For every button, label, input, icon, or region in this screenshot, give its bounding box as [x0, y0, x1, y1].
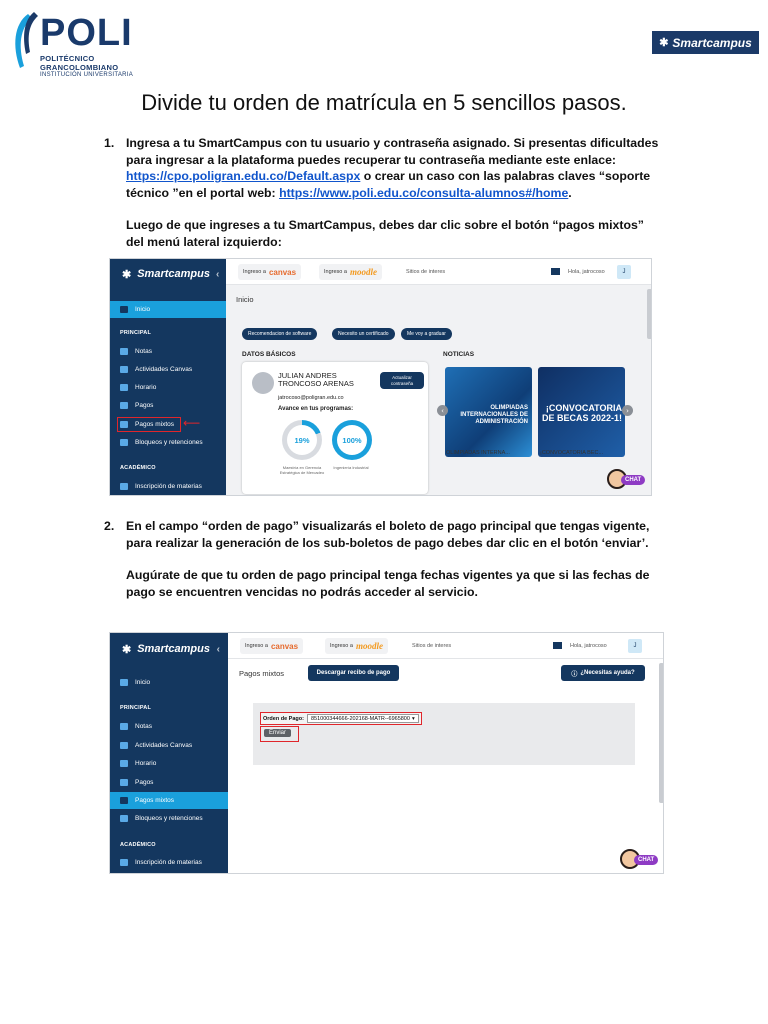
page-title: Inicio — [236, 295, 254, 304]
sidebar-item-pagos[interactable]: Pagos — [110, 774, 228, 791]
update-password-button[interactable]: Actualizar contraseña — [380, 372, 424, 389]
avatar[interactable]: J — [617, 265, 631, 279]
student-card — [242, 362, 428, 494]
card-icon — [120, 779, 128, 786]
step-1-number: 1. — [104, 136, 115, 150]
greeting: Hola, jatrocoso — [570, 643, 607, 649]
sidebar-section-academico: ACADÉMICO — [120, 842, 156, 848]
chat-widget[interactable] — [620, 847, 660, 874]
home-icon — [120, 306, 128, 313]
top-bar — [228, 633, 663, 659]
sidebar-item-bloqueos[interactable]: Bloqueos y retenciones — [110, 810, 228, 827]
pencil-icon — [120, 348, 128, 355]
sitios-link[interactable]: Sitios de interes — [406, 269, 446, 275]
chevron-left-icon[interactable]: ‹ — [215, 268, 220, 280]
chevron-left-icon[interactable]: ‹ — [216, 643, 220, 655]
sidebar-item-pagos-mixtos[interactable]: Pagos mixtos — [110, 792, 228, 809]
poli-line2: GRANCOLOMBIANO — [40, 63, 119, 72]
sidebar — [110, 259, 226, 495]
avatar[interactable]: J — [628, 639, 642, 653]
step-2-paragraph-1: En el campo “orden de pago” visualizarás el boleto de pago principal que tengas vigente, para realizar la generación de los sub-boletos de pago debes dar clic en el botón ‘enviar’. — [126, 519, 650, 550]
canvas-link[interactable]: Ingreso a canvas — [238, 264, 301, 280]
student-name: JULIAN ANDRES TRONCOSO ARENAS — [278, 371, 354, 388]
smartcampus-icon: ✱ — [659, 37, 669, 49]
orden-de-pago-field — [260, 712, 422, 725]
progress-ring-2: 100% — [332, 420, 372, 460]
pencil-icon — [120, 723, 128, 730]
program-2-name: Ingeniería Industrial — [333, 465, 369, 470]
poli-mark-icon — [10, 10, 40, 76]
news-1-title: OLIMPIADAS INTERNACIONALES DE ADMINISTRACIÓN — [460, 405, 528, 425]
sidebar-item-pagos-mixtos[interactable]: Pagos mixtos — [110, 416, 226, 433]
chevron-down-icon: ▾ — [411, 715, 415, 722]
poli-line3: INSTITUCIÓN UNIVERSITARIA — [40, 72, 134, 78]
sidebar-item-notas[interactable]: Notas — [110, 718, 228, 735]
mail-icon[interactable] — [551, 268, 560, 275]
step-1 — [104, 135, 659, 250]
news-card-2[interactable] — [538, 367, 625, 457]
home-icon — [120, 679, 128, 686]
clipboard-icon — [120, 366, 128, 373]
sidebar-item-horario[interactable]: Horario — [110, 379, 226, 396]
news-1-caption: OLIMPIADAS INTERNA... — [446, 450, 510, 456]
step-2-paragraph-2: Augúrate de que tu orden de pago principal tenga fechas vigentes ya que si las fechas de pago se encuentren vencidas no podrás acceder al servicio. — [126, 568, 650, 599]
chip-software[interactable]: Recomendacion de software — [242, 328, 317, 340]
sidebar — [110, 633, 228, 873]
person-icon — [252, 372, 274, 394]
sidebar-item-inicio[interactable]: Inicio — [110, 301, 226, 318]
calendar-icon — [120, 384, 128, 391]
moodle-logo: moodle — [355, 641, 383, 651]
card-icon — [120, 402, 128, 409]
top-bar — [226, 259, 651, 285]
student-email: jatrocoso@poligran.edu.co — [278, 395, 344, 401]
help-icon: ⓘ — [571, 671, 578, 678]
step-1-paragraph-1: Ingresa a tu SmartCampus con tu usuario y contraseña asignado. Si presentas dificultades para ingresar a la plataforma puedes recuperar tu contraseña mediante este enlace: https://cpo.poligran.edu.co/Default.aspx o crear un caso con las palabras claves “soporte técnico ”en el portal web: https://www.poli.edu.co/consulta-alumnos#/home. — [126, 136, 659, 200]
progress-ring-1: 19% — [282, 420, 322, 460]
greeting: Hola, jatrocoso — [568, 269, 605, 275]
smartcampus-badge-label: Smartcampus — [672, 35, 752, 50]
document-title: Divide tu orden de matrícula en 5 sencillos pasos. — [141, 90, 627, 115]
orden-de-pago-select[interactable]: 851000344666-202168-MATR--6965800 ▾ — [307, 714, 419, 723]
arrow-left-icon: ⟵ — [183, 416, 201, 430]
step-2-number: 2. — [104, 519, 115, 533]
sidebar-item-inicio[interactable]: Inicio — [110, 674, 228, 691]
chat-label: CHAT — [634, 855, 658, 865]
noticias-heading: NOTICIAS — [443, 351, 475, 358]
sidebar-item-horario[interactable]: Horario — [110, 755, 228, 772]
calendar-icon — [120, 760, 128, 767]
orden-de-pago-label: Orden de Pago: — [263, 715, 304, 722]
smartcampus-icon: ✱ — [122, 643, 132, 656]
smartcampus-badge — [652, 31, 759, 54]
program-1-name: Maestría en Gerencia Estratégica de Mercadeo — [279, 465, 325, 475]
sidebar-item-inscripcion[interactable]: Inscripción de materias — [110, 854, 228, 871]
chip-certificado[interactable]: Necesito un certificado — [332, 328, 395, 340]
sitios-link[interactable]: Sitios de interes — [412, 643, 452, 649]
canvas-logo: canvas — [270, 641, 299, 651]
poli-line1: POLITÉCNICO — [40, 54, 95, 63]
page-title: Pagos mixtos — [239, 669, 285, 678]
step-2 — [104, 518, 659, 600]
lock-icon — [120, 439, 128, 446]
sidebar-item-actividades[interactable]: Actividades Canvas — [110, 361, 226, 378]
sidebar-section-academico: ACADÉMICO — [120, 465, 156, 471]
lock-icon — [120, 815, 128, 822]
list-icon — [120, 859, 128, 866]
chat-label: CHAT — [621, 475, 645, 485]
sidebar-brand: ✱ Smartcampus ‹ — [122, 643, 220, 656]
list-icon — [120, 483, 128, 490]
student-portal-link[interactable]: https://www.poli.edu.co/consulta-alumnos#/home — [279, 185, 569, 200]
datos-basicos-heading: DATOS BÁSICOS — [242, 351, 296, 358]
news-card-1[interactable] — [445, 367, 532, 457]
scrollbar[interactable] — [659, 663, 664, 803]
password-recovery-link[interactable]: https://cpo.poligran.edu.co/Default.aspx — [126, 169, 361, 183]
poli-logo — [10, 10, 135, 80]
clipboard-icon — [120, 742, 128, 749]
carousel-next-icon[interactable]: › — [622, 405, 633, 416]
sidebar-brand: ✱ Smartcampus ‹ — [122, 268, 220, 281]
sidebar-item-bloqueos[interactable]: Bloqueos y retenciones — [110, 434, 226, 451]
canvas-logo: canvas — [268, 267, 297, 277]
canvas-link[interactable]: Ingreso a canvas — [240, 638, 303, 654]
enviar-button[interactable]: Enviar — [264, 729, 291, 737]
step-1-paragraph-2: Luego de que ingreses a tu SmartCampus, debes dar clic sobre el botón “pagos mixtos” del menú lateral izquierdo: — [126, 218, 644, 249]
scrollbar[interactable] — [647, 289, 652, 339]
chip-graduar[interactable]: Me voy a graduar — [401, 328, 452, 340]
chat-widget[interactable] — [607, 467, 647, 495]
pagos-mixtos-highlight — [117, 417, 181, 432]
sidebar-item-notas[interactable]: Notas — [110, 343, 226, 360]
smartcampus-home-screenshot — [109, 258, 652, 496]
sidebar-section-principal: PRINCIPAL — [120, 330, 152, 336]
poli-wordmark: POLI — [40, 12, 133, 54]
moodle-link[interactable]: Ingreso a moodle — [319, 264, 382, 280]
mail-icon[interactable] — [553, 642, 562, 649]
smartcampus-icon: ✱ — [122, 268, 132, 281]
news-2-title: ¡CONVOCATORIA DE BECAS 2022-1! — [541, 403, 622, 423]
sidebar-item-actividades[interactable]: Actividades Canvas — [110, 737, 228, 754]
help-button[interactable]: ⓘ ¿Necesitas ayuda? — [561, 665, 645, 681]
progress-heading: Avance en tus programas: — [278, 406, 354, 412]
moodle-logo: moodle — [349, 267, 377, 277]
carousel-prev-icon[interactable]: ‹ — [437, 405, 448, 416]
sidebar-item-pagos[interactable]: Pagos — [110, 397, 226, 414]
pagos-mixtos-screenshot — [109, 632, 664, 874]
news-2-caption: ¡CONVOCATORIA BEC... — [540, 450, 604, 456]
sidebar-section-principal: PRINCIPAL — [120, 705, 152, 711]
wallet-icon — [120, 797, 128, 804]
download-receipt-button[interactable]: Descargar recibo de pago — [308, 665, 399, 681]
sidebar-item-inscripcion[interactable]: Inscripción de materias — [110, 478, 226, 495]
moodle-link[interactable]: Ingreso a moodle — [325, 638, 388, 654]
